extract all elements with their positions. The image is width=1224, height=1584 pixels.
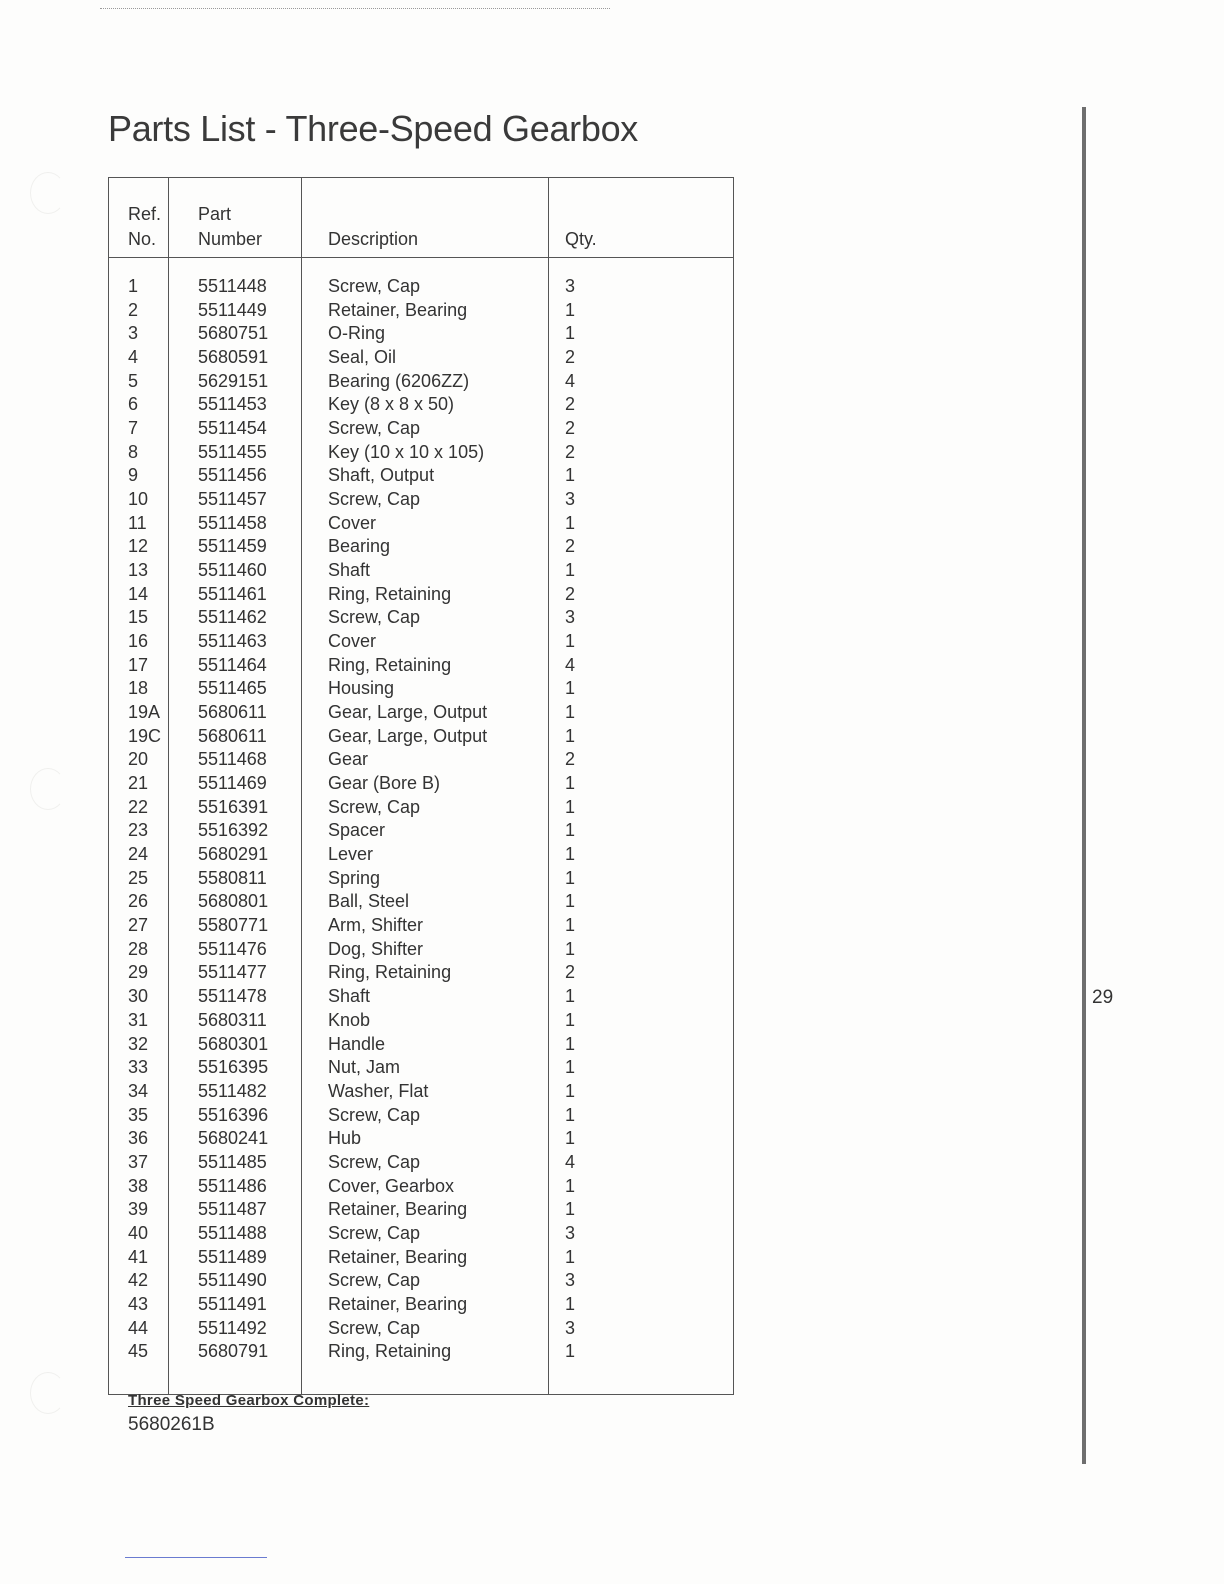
cell-desc: Washer, Flat	[328, 1080, 429, 1101]
cell-qty: 1	[565, 725, 576, 746]
cell-desc: Cover	[328, 631, 377, 652]
cell-part: 5511458	[198, 512, 267, 533]
margin-rule	[1082, 107, 1086, 1464]
cell-ref: 41	[128, 1246, 149, 1267]
cell-part: 5511459	[198, 536, 267, 557]
cell-desc: Seal, Oil	[328, 347, 397, 368]
cell-qty: 1	[565, 1128, 576, 1149]
cell-ref: 26	[128, 891, 149, 912]
cell-desc: Screw, Cap	[328, 607, 421, 628]
cell-desc: Cover	[328, 512, 377, 533]
binder-hole-mark	[30, 1372, 66, 1414]
table-row	[109, 1104, 733, 1128]
table-row	[109, 1246, 733, 1270]
table-row	[109, 867, 733, 891]
cell-part: 5511486	[198, 1175, 267, 1196]
cell-ref: 20	[128, 749, 149, 770]
cell-qty: 1	[565, 1057, 576, 1078]
cell-part: 5680801	[198, 891, 269, 912]
cell-part: 5511462	[198, 607, 267, 628]
cell-qty: 2	[565, 749, 576, 770]
cell-part: 5680791	[198, 1341, 269, 1362]
page-number: 29	[1092, 987, 1114, 1008]
cell-qty: 1	[565, 465, 576, 486]
cell-part: 5511464	[198, 654, 267, 675]
cell-ref: 43	[128, 1293, 149, 1314]
cell-part: 5680611	[198, 725, 267, 746]
cell-part: 5511491	[198, 1293, 267, 1314]
cell-ref: 7	[128, 418, 139, 439]
cell-qty: 4	[565, 1151, 576, 1172]
table-row	[109, 1009, 733, 1033]
cell-part: 5511489	[198, 1246, 267, 1267]
cell-part: 5511455	[198, 441, 267, 462]
cell-desc: Cover, Gearbox	[328, 1175, 455, 1196]
cell-desc: Knob	[328, 1009, 371, 1030]
cell-qty: 2	[565, 347, 576, 368]
parts-table	[108, 177, 734, 1395]
cell-qty: 1	[565, 844, 576, 865]
table-row	[109, 1080, 733, 1104]
cell-desc: Screw, Cap	[328, 1151, 421, 1172]
cell-qty: 3	[565, 489, 576, 510]
cell-ref: 13	[128, 560, 149, 581]
cell-ref: 42	[128, 1270, 149, 1291]
table-row	[109, 654, 733, 678]
page-title: Parts List - Three-Speed Gearbox	[108, 108, 638, 149]
table-row	[109, 1151, 733, 1175]
cell-desc: Ring, Retaining	[328, 583, 452, 604]
header-description: Description	[328, 229, 419, 249]
table-row	[109, 370, 733, 394]
cell-part: 5680751	[198, 323, 269, 344]
cell-ref: 31	[128, 1009, 149, 1030]
cell-qty: 3	[565, 1270, 576, 1291]
header-ref-line1: Ref.	[128, 204, 162, 224]
cell-desc: Nut, Jam	[328, 1057, 401, 1078]
cell-desc: Screw, Cap	[328, 418, 421, 439]
cell-qty: 3	[565, 1222, 576, 1243]
cell-desc: O-Ring	[328, 323, 386, 344]
cell-part: 5680591	[198, 347, 269, 368]
cell-qty: 3	[565, 607, 576, 628]
cell-desc: Shaft, Output	[328, 465, 435, 486]
cell-ref: 44	[128, 1317, 149, 1338]
table-row	[109, 1317, 733, 1341]
cell-qty: 1	[565, 1080, 576, 1101]
cell-part: 5511487	[198, 1199, 267, 1220]
cell-part: 5511478	[198, 986, 267, 1007]
table-row	[109, 417, 733, 441]
cell-part: 5511465	[198, 678, 267, 699]
cell-ref: 9	[128, 465, 139, 486]
header-part-line1: Part	[198, 204, 232, 224]
cell-part: 5511454	[198, 418, 267, 439]
table-row	[109, 1269, 733, 1293]
cell-part: 5511469	[198, 773, 267, 794]
cell-qty: 1	[565, 678, 576, 699]
cell-ref: 19A	[128, 702, 161, 723]
cell-desc: Screw, Cap	[328, 1317, 421, 1338]
table-row	[109, 299, 733, 323]
cell-qty: 1	[565, 702, 576, 723]
cell-part: 5511463	[198, 631, 267, 652]
cell-qty: 1	[565, 560, 576, 581]
cell-desc: Bearing (6206ZZ)	[328, 370, 470, 391]
cell-ref: 40	[128, 1222, 149, 1243]
cell-ref: 14	[128, 583, 149, 604]
table-row	[109, 1222, 733, 1246]
scan-edge-line	[100, 8, 610, 9]
cell-desc: Gear, Large, Output	[328, 725, 488, 746]
table-row	[109, 606, 733, 630]
cell-desc: Screw, Cap	[328, 1270, 421, 1291]
cell-qty: 4	[565, 370, 576, 391]
cell-desc: Gear, Large, Output	[328, 702, 488, 723]
cell-part: 5580811	[198, 867, 267, 888]
cell-desc: Screw, Cap	[328, 1104, 421, 1125]
cell-part: 5511476	[198, 938, 267, 959]
cell-qty: 1	[565, 512, 576, 533]
table-row	[109, 890, 733, 914]
cell-desc: Gear (Bore B)	[328, 773, 441, 794]
binder-hole-mark	[30, 172, 66, 214]
cell-desc: Ball, Steel	[328, 891, 410, 912]
cell-ref: 15	[128, 607, 149, 628]
cell-part: 5680611	[198, 702, 267, 723]
table-row	[109, 985, 733, 1009]
cell-part: 5511488	[198, 1222, 267, 1243]
table-row	[109, 630, 733, 654]
table-row	[109, 1175, 733, 1199]
cell-qty: 1	[565, 1199, 576, 1220]
cell-ref: 27	[128, 915, 149, 936]
cell-ref: 24	[128, 844, 149, 865]
cell-part: 5511448	[198, 276, 267, 296]
cell-desc: Hub	[328, 1128, 362, 1149]
cell-ref: 45	[128, 1341, 149, 1362]
table-row	[109, 701, 733, 725]
cell-ref: 22	[128, 796, 149, 817]
cell-ref: 33	[128, 1057, 149, 1078]
cell-qty: 1	[565, 1033, 576, 1054]
cell-part: 5511461	[198, 583, 267, 604]
table-row	[109, 725, 733, 749]
cell-part: 5516395	[198, 1057, 269, 1078]
cell-desc: Arm, Shifter	[328, 915, 424, 936]
cell-ref: 6	[128, 394, 139, 415]
cell-ref: 10	[128, 489, 149, 510]
cell-ref: 1	[128, 276, 139, 296]
cell-desc: Ring, Retaining	[328, 1341, 452, 1362]
cell-qty: 2	[565, 536, 576, 557]
binder-hole-mark	[30, 768, 66, 810]
cell-qty: 4	[565, 654, 576, 675]
table-row	[109, 1198, 733, 1222]
cell-qty: 1	[565, 299, 576, 320]
cell-desc: Ring, Retaining	[328, 654, 452, 675]
cell-ref: 17	[128, 654, 149, 675]
cell-desc: Spacer	[328, 820, 386, 841]
table-row	[109, 488, 733, 512]
cell-desc: Spring	[328, 867, 381, 888]
cell-qty: 1	[565, 1246, 576, 1267]
cell-qty: 1	[565, 1341, 576, 1362]
table-row	[109, 1340, 733, 1364]
cell-ref: 30	[128, 986, 149, 1007]
cell-ref: 21	[128, 773, 149, 794]
header-divider	[109, 257, 733, 258]
parts-table-body	[109, 275, 733, 1364]
cell-ref: 37	[128, 1151, 149, 1172]
cell-ref: 34	[128, 1080, 149, 1101]
cell-qty: 2	[565, 418, 576, 439]
cell-qty: 1	[565, 986, 576, 1007]
cell-part: 5516391	[198, 796, 269, 817]
table-row	[109, 748, 733, 772]
cell-desc: Key (8 x 8 x 50)	[328, 394, 455, 415]
cell-qty: 2	[565, 441, 576, 462]
cell-part: 5511456	[198, 465, 267, 486]
table-row	[109, 535, 733, 559]
cell-desc: Retainer, Bearing	[328, 299, 468, 320]
cell-ref: 4	[128, 347, 139, 368]
table-row	[109, 1033, 733, 1057]
cell-qty: 1	[565, 1175, 576, 1196]
cell-part: 5680311	[198, 1009, 267, 1030]
complete-assembly-label: Three Speed Gearbox Complete:	[128, 1392, 370, 1409]
cell-part: 5680291	[198, 844, 269, 865]
cell-ref: 32	[128, 1033, 149, 1054]
cell-qty: 1	[565, 1293, 576, 1314]
cell-desc: Key (10 x 10 x 105)	[328, 441, 485, 462]
table-row	[109, 819, 733, 843]
cell-qty: 1	[565, 915, 576, 936]
cell-desc: Retainer, Bearing	[328, 1293, 468, 1314]
table-row	[109, 441, 733, 465]
cell-desc: Handle	[328, 1033, 386, 1054]
cell-qty: 1	[565, 796, 576, 817]
cell-ref: 18	[128, 678, 149, 699]
cell-ref: 12	[128, 536, 149, 557]
cell-ref: 25	[128, 867, 149, 888]
header-qty: Qty.	[565, 229, 597, 249]
cell-ref: 23	[128, 820, 149, 841]
table-row	[109, 464, 733, 488]
table-row	[109, 275, 733, 299]
table-row	[109, 1056, 733, 1080]
table-row	[109, 346, 733, 370]
cell-qty: 2	[565, 962, 576, 983]
cell-part: 5511492	[198, 1317, 267, 1338]
cell-part: 5511453	[198, 394, 267, 415]
cell-qty: 1	[565, 773, 576, 794]
cell-part: 5511449	[198, 299, 267, 320]
cell-ref: 29	[128, 962, 149, 983]
header-part-line2: Number	[198, 229, 263, 249]
cell-desc: Gear	[328, 749, 369, 770]
cell-part: 5680241	[198, 1128, 269, 1149]
cell-part: 5629151	[198, 370, 269, 391]
cell-part: 5511490	[198, 1270, 267, 1291]
cell-part: 5511482	[198, 1080, 267, 1101]
table-row	[109, 559, 733, 583]
table-row	[109, 322, 733, 346]
header-ref-line2: No.	[128, 229, 157, 249]
cell-qty: 1	[565, 867, 576, 888]
header-part-number	[198, 202, 262, 252]
cell-desc: Dog, Shifter	[328, 938, 424, 959]
cell-ref: 19C	[128, 725, 162, 746]
cell-desc: Retainer, Bearing	[328, 1246, 468, 1267]
cell-qty: 1	[565, 631, 576, 652]
table-row	[109, 1293, 733, 1317]
cell-part: 5511485	[198, 1151, 267, 1172]
cell-desc: Shaft	[328, 560, 371, 581]
cell-ref: 35	[128, 1104, 149, 1125]
complete-assembly-number: 5680261B	[128, 1414, 215, 1435]
cell-desc: Housing	[328, 678, 395, 699]
cell-desc: Screw, Cap	[328, 276, 421, 296]
cell-qty: 1	[565, 323, 576, 344]
cell-desc: Screw, Cap	[328, 489, 421, 510]
cell-ref: 28	[128, 938, 149, 959]
cell-qty: 3	[565, 1317, 576, 1338]
table-row	[109, 938, 733, 962]
table-row	[109, 1127, 733, 1151]
cell-qty: 1	[565, 938, 576, 959]
cell-qty: 3	[565, 276, 576, 296]
header-ref	[128, 202, 161, 252]
table-row	[109, 512, 733, 536]
cell-part: 5580771	[198, 915, 269, 936]
cell-qty: 1	[565, 891, 576, 912]
cell-ref: 2	[128, 299, 139, 320]
cell-ref: 3	[128, 323, 139, 344]
table-row	[109, 796, 733, 820]
cell-qty: 1	[565, 1009, 576, 1030]
scan-bottom-line	[125, 1557, 267, 1558]
cell-desc: Lever	[328, 844, 374, 865]
cell-qty: 2	[565, 583, 576, 604]
cell-desc: Retainer, Bearing	[328, 1199, 468, 1220]
table-row	[109, 583, 733, 607]
cell-part: 5511460	[198, 560, 267, 581]
cell-ref: 38	[128, 1175, 149, 1196]
cell-ref: 8	[128, 441, 139, 462]
cell-ref: 39	[128, 1199, 149, 1220]
cell-desc: Shaft	[328, 986, 371, 1007]
cell-part: 5516392	[198, 820, 269, 841]
cell-desc: Screw, Cap	[328, 1222, 421, 1243]
cell-part: 5511477	[198, 962, 267, 983]
table-row	[109, 843, 733, 867]
cell-ref: 36	[128, 1128, 149, 1149]
table-row	[109, 393, 733, 417]
cell-ref: 5	[128, 370, 139, 391]
cell-part: 5516396	[198, 1104, 269, 1125]
cell-part: 5511457	[198, 489, 267, 510]
cell-desc: Screw, Cap	[328, 796, 421, 817]
cell-desc: Bearing	[328, 536, 391, 557]
table-row	[109, 914, 733, 938]
cell-qty: 1	[565, 1104, 576, 1125]
table-row	[109, 772, 733, 796]
cell-ref: 16	[128, 631, 149, 652]
cell-part: 5680301	[198, 1033, 269, 1054]
cell-ref: 11	[128, 512, 147, 533]
cell-part: 5511468	[198, 749, 267, 770]
table-row	[109, 677, 733, 701]
cell-qty: 2	[565, 394, 576, 415]
table-row	[109, 961, 733, 985]
cell-desc: Ring, Retaining	[328, 962, 452, 983]
cell-qty: 1	[565, 820, 576, 841]
